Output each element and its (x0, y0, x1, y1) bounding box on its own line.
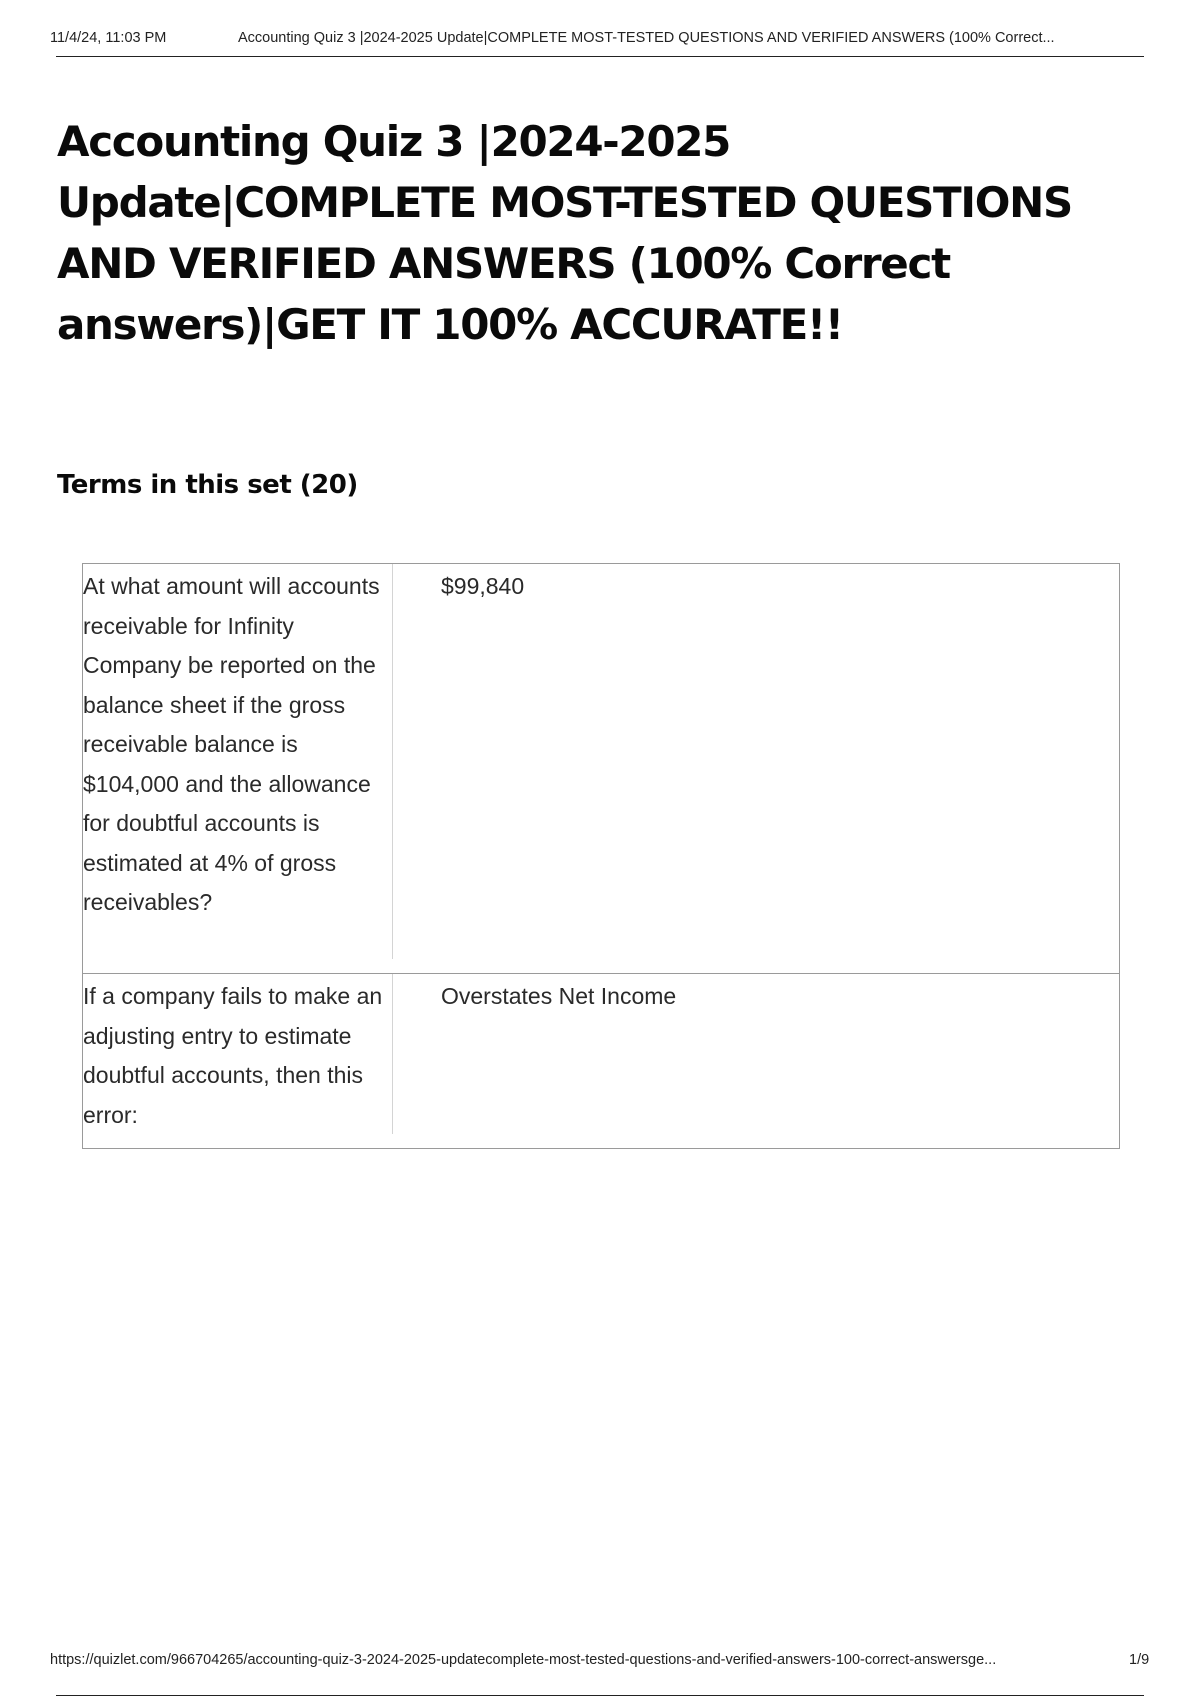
print-document-title: Accounting Quiz 3 |2024-2025 Update|COMPLETE MOST-TESTED QUESTIONS AND VERIFIED ANSWERS (100% Correct... (238, 30, 1055, 46)
term-row (83, 564, 1119, 973)
terms-table (82, 563, 1120, 1149)
print-date: 11/4/24, 11:03 PM (50, 30, 167, 46)
term-row (83, 973, 1119, 1148)
page-number: 1/9 (1129, 1652, 1150, 1668)
term-question: At what amount will accounts receivable for Infinity Company be reported on the balance sheet if the gross receivable balance is $104,000 and the allowance for doubtful accounts is estimated at 4% of gross receivables? (83, 564, 393, 959)
term-question: If a company fails to make an adjusting entry to estimate doubtful accounts, then this error: (83, 974, 393, 1134)
term-answer: Overstates Net Income (441, 983, 677, 1009)
header-divider (56, 56, 1144, 57)
terms-set-heading: Terms in this set (20) (57, 470, 358, 500)
page-title: Accounting Quiz 3 |2024-2025 Update|COMPLETE MOST-TESTED QUESTIONS AND VERIFIED ANSWERS (100% Correct answers)|GET IT 100% ACCURATE!! (57, 117, 1072, 349)
print-url: https://quizlet.com/966704265/accounting-quiz-3-2024-2025-updatecomplete-most-tested-questions-and-verified-answers-100-correct-answersge... (50, 1652, 997, 1668)
term-answer: $99,840 (441, 573, 525, 599)
footer-divider (56, 1695, 1144, 1696)
